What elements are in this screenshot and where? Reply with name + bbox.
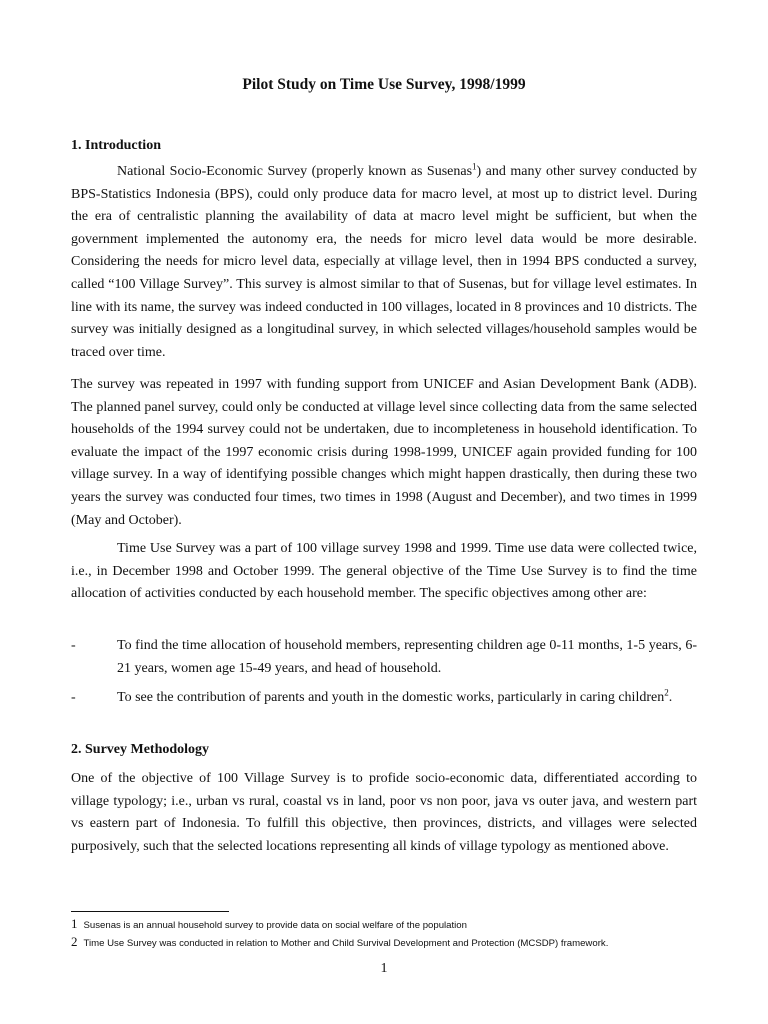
intro-paragraph-2: The survey was repeated in 1997 with funding support from UNICEF and Asian Development Bank (ADB). The planned panel survey, could only be conducted at village level since collecting data from the same selected households of the 1994 survey could not be undertaken, due to incompleteness in household identification. To evaluate the impact of the 1997 economic crisis during 1998-1999, UNICEF again provided funding for 100 village survey. In a way of identifying possible changes which might happen drastically, then during these two years the survey was conducted four times, two times in 1998 (August and December), and two times in 1999 (May and October).: [71, 377, 697, 528]
footnote-ref-2: 2: [664, 687, 669, 698]
footnote-2: [71, 934, 608, 950]
bullet-dash: -: [71, 690, 76, 705]
methodology-paragraph-1: One of the objective of 100 Village Survey is to profide socio-economic data, differentiated according to village typology; i.e., urban vs rural, coastal vs in land, poor vs non poor, java vs outer java, and western part vs eastern part of Indonesia. To fulfill this objective, then provinces, districts, and villages were selected purposively, such that the selected locations representing all kinds of village typology as mentioned above.: [71, 771, 697, 854]
footnote-2-text: Time Use Survey was conducted in relation to Mother and Child Survival Development and Protection (MCSDP) framework.: [83, 938, 609, 949]
objective-bullet-1-text: To find the time allocation of household members, representing children age 0-11 months, 1-5 years, 6-21 years, women age 15-49 years, and head of household.: [117, 638, 697, 676]
section-heading-introduction: 1. Introduction: [71, 138, 161, 153]
objective-bullet-2-text-b: .: [668, 690, 673, 705]
objective-bullet-2-text: [117, 687, 697, 710]
footnote-1-number: 1: [71, 916, 78, 931]
bullet-dash: -: [71, 638, 76, 653]
intro-paragraph-1: [71, 161, 697, 364]
page-number: 1: [380, 961, 388, 976]
footnote-2-number: 2: [71, 934, 78, 949]
intro-paragraph-1-text-a: National Socio-Economic Survey (properly known as Susenas: [117, 164, 473, 179]
footnote-ref-1: 1: [472, 161, 477, 172]
footnote-1-text: Susenas is an annual household survey to provide data on social welfare of the population: [83, 920, 467, 931]
intro-paragraph-3: Time Use Survey was a part of 100 village survey 1998 and 1999. Time use data were collected twice, i.e., in December 1998 and October 1999. The general objective of the Time Use Survey is to find the time allocation of activities conducted by each household member. The specific objectives among other are:: [71, 541, 697, 602]
footnote-divider: [71, 911, 229, 912]
objective-bullet-2-text-a: To see the contribution of parents and youth in the domestic works, particularly in caring children: [117, 690, 665, 705]
footnote-1: [71, 916, 467, 932]
document-title: Pilot Study on Time Use Survey, 1998/1999: [242, 76, 526, 93]
section-heading-survey-methodology: 2. Survey Methodology: [71, 742, 210, 757]
intro-paragraph-1-text-b: ) and many other survey conducted by BPS-Statistics Indonesia (BPS), could only produce data for macro level, at most up to district level. During the era of centralistic planning the availability of data at macro level might be sufficient, but when the government implemented the autonomy era, the needs for micro level data would be more desirable. Considering the needs for micro level data, especially at village level, then in 1994 BPS conducted a survey, called “100 Village Survey”. This survey is almost similar to that of Susenas, but for village level estimates. In line with its name, the survey was indeed conducted in 100 villages, located in 8 provinces and 10 districts. The survey was initially designed as a longitudinal survey, in which selected villages/household samples would be traced over time.: [71, 164, 697, 360]
